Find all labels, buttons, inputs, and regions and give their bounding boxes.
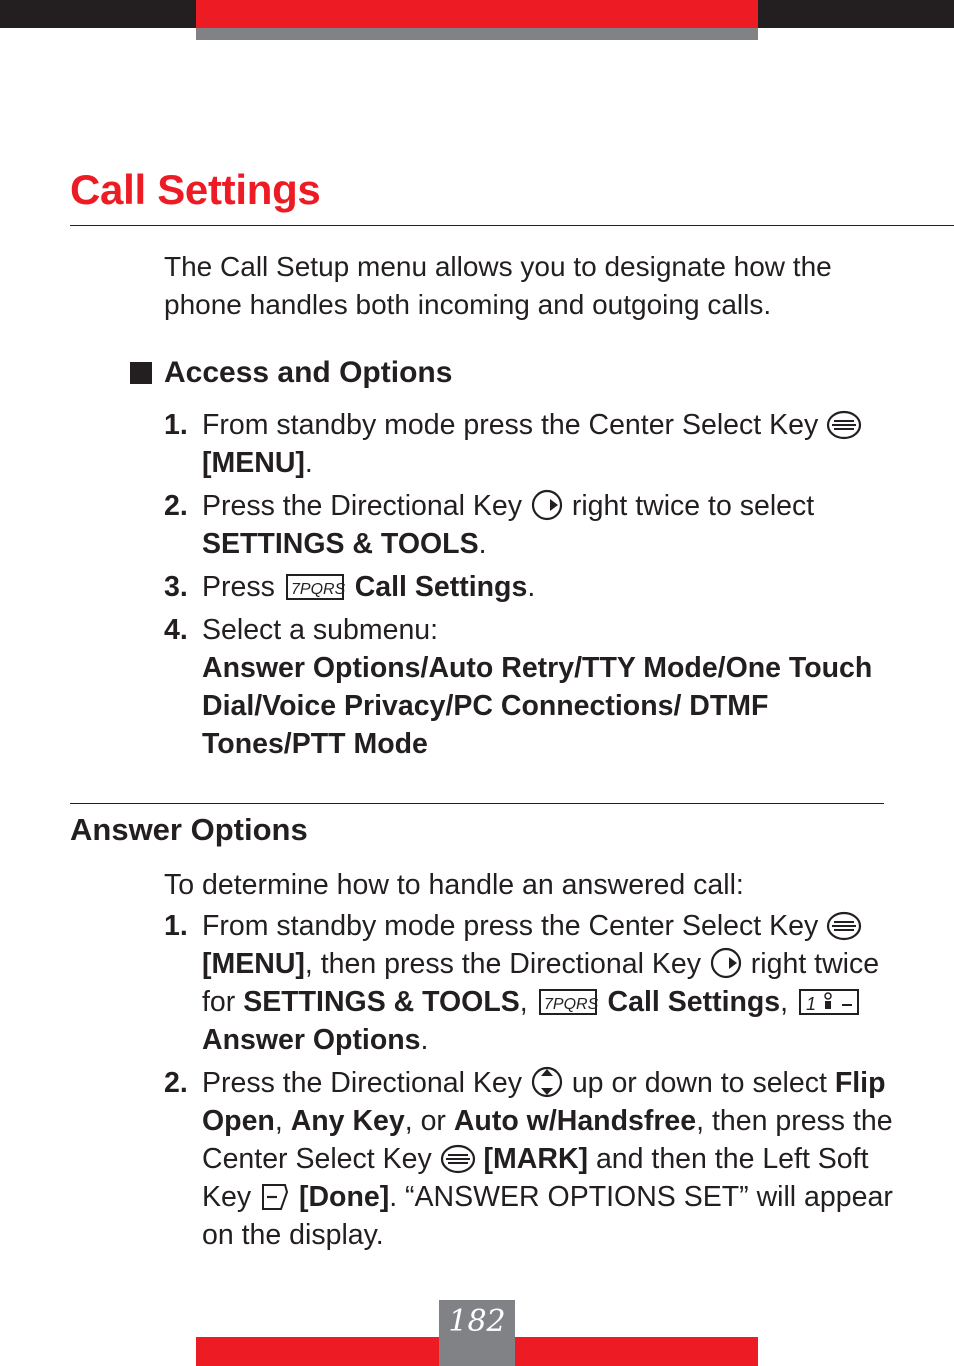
title-divider xyxy=(70,225,954,226)
access-step-1: 1. From standby mode press the Center Select Key [MENU]. xyxy=(164,406,894,482)
access-heading xyxy=(130,356,452,390)
seven-pqrs-key-icon xyxy=(536,987,600,1017)
seven-pqrs-key-icon xyxy=(283,572,347,602)
answer-step-1: 1. From standby mode press the Center Select Key [MENU], then press the Directional Key right twice for SETTINGS & TOOLS, 7PQRS Call Settings, 1 Answer Options. xyxy=(164,910,880,1056)
square-bullet-icon xyxy=(130,362,152,384)
access-step-4: 4. Select a submenu: Answer Options/Auto Retry/TTY Mode/One Touch Dial/Voice Privacy/PC Connections/ DTMF Tones/PTT Mode xyxy=(164,614,873,760)
svg-text:1: 1 xyxy=(806,994,817,1014)
section-divider xyxy=(70,803,884,804)
access-step-3: 3. Press 7PQRS Call Settings. xyxy=(164,571,536,603)
header-bar-red xyxy=(196,0,758,28)
page-title: Call Settings xyxy=(70,166,321,213)
access-heading-label: Access and Options xyxy=(164,356,453,389)
answer-options-heading: Answer Options xyxy=(70,812,308,847)
answer-options-lead: To determine how to handle an answered call: xyxy=(164,869,744,901)
svg-text:7PQRS: 7PQRS xyxy=(290,581,346,598)
header-bar-left xyxy=(0,0,196,28)
access-step-2: 2. Press the Directional Key right twice to select SETTINGS & TOOLS. xyxy=(164,490,815,560)
header-bar-right xyxy=(758,0,954,28)
answer-steps xyxy=(164,907,894,1259)
page-number: 182 xyxy=(448,1304,506,1339)
answer-step-2: 2. Press the Directional Key up or down to select Flip Open, Any Key, or Auto w/Handsfree, then press the Center Select Key [MARK] and then the Left Soft Key [Done]. “ANSWER OPTIONS SET” will appear on the display. xyxy=(164,1067,893,1251)
intro-paragraph: The Call Setup menu allows you to designate how the phone handles both incoming and outgoing calls. xyxy=(164,251,832,320)
left-soft-key-icon xyxy=(259,1182,291,1212)
directional-key-right-icon xyxy=(530,489,564,521)
directional-key-right-icon xyxy=(709,947,743,979)
header-bar-gray xyxy=(196,28,758,40)
center-select-key-icon xyxy=(440,1144,476,1174)
directional-key-up-down-icon xyxy=(530,1066,564,1098)
center-select-key-icon xyxy=(826,911,862,941)
center-select-key-icon xyxy=(826,410,862,440)
one-voicemail-key-icon xyxy=(796,987,862,1017)
svg-text:7PQRS: 7PQRS xyxy=(543,996,598,1013)
access-steps xyxy=(164,406,894,768)
